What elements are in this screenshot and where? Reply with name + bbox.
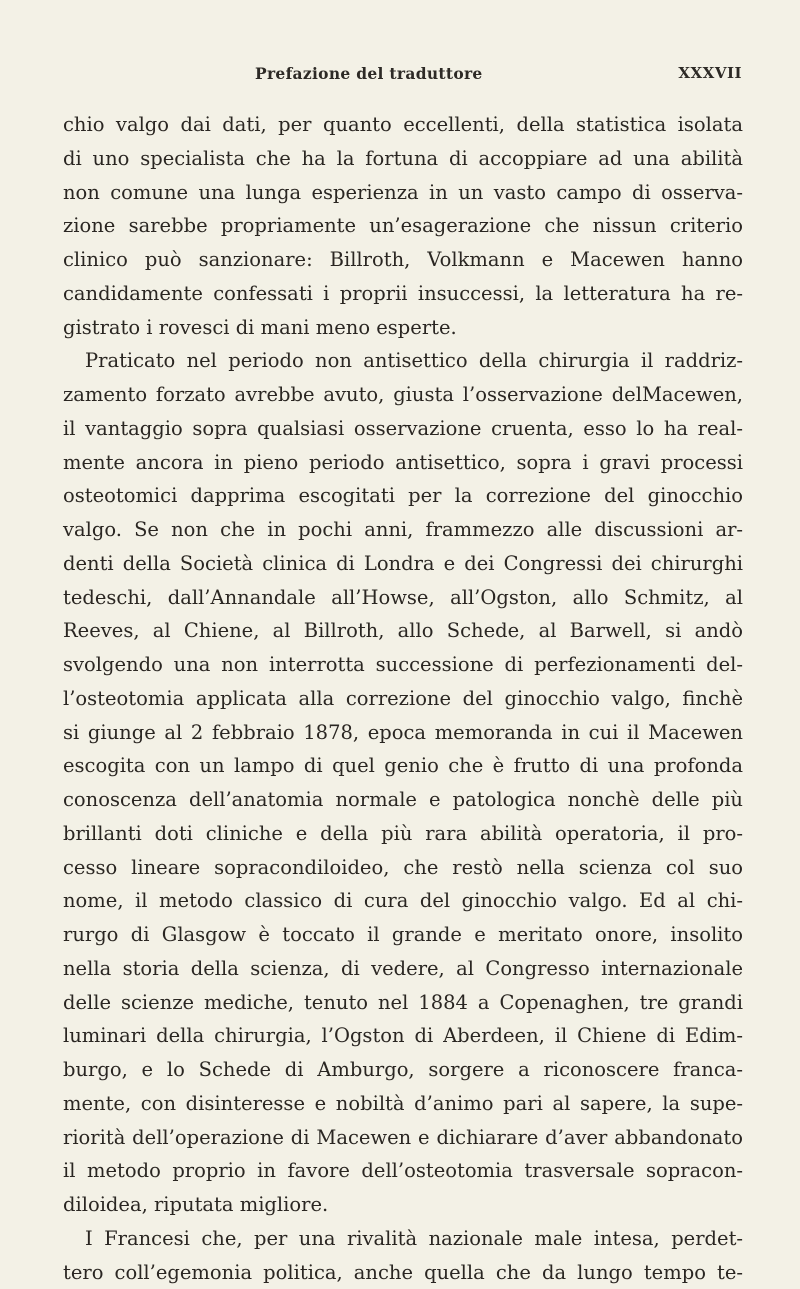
text-line: Reeves, al Chiene, al Billroth, allo Schede, al Barwell, si andò (63, 614, 743, 648)
text-line: brillanti doti cliniche e della più rara abilità operatoria, il pro- (63, 817, 743, 851)
text-line: svolgendo una non interrotta successione di perfezionamenti del- (63, 648, 743, 682)
text-line: denti della Società clinica di Londra e dei Congressi dei chirurghi (63, 547, 743, 581)
text-line: il metodo proprio in favore dell’osteotomia trasversale sopracon- (63, 1154, 743, 1188)
text-line: il vantaggio sopra qualsiasi osservazione cruenta, esso lo ha real- (63, 412, 743, 446)
text-line: tero coll’egemonia politica, anche quella che da lungo tempo te- (63, 1256, 743, 1289)
body-text (63, 108, 743, 1289)
text-line: cesso lineare sopracondiloideo, che restò nella scienza col suo (63, 851, 743, 885)
text-line: nella storia della scienza, di vedere, al Congresso internazionale (63, 952, 743, 986)
text-line: mente ancora in pieno periodo antisettico, sopra i gravi processi (63, 446, 743, 480)
text-line: riorità dell’operazione di Macewen e dichiarare d’aver abbandonato (63, 1121, 743, 1155)
text-line: zamento forzato avrebbe avuto, giusta l’osservazione delMacewen, (63, 378, 743, 412)
text-line: chio valgo dai dati, per quanto eccellenti, della statistica isolata (63, 108, 743, 142)
text-line: burgo, e lo Schede di Amburgo, sorgere a riconoscere franca- (63, 1053, 743, 1087)
text-line: clinico può sanzionare: Billroth, Volkmann e Macewen hanno (63, 243, 743, 277)
running-title: Prefazione del traduttore (255, 64, 483, 83)
text-line: diloidea, riputata migliore. (63, 1188, 743, 1222)
text-line: escogita con un lampo di quel genio che è frutto di una profonda (63, 749, 743, 783)
text-line: gistrato i rovesci di mani meno esperte. (63, 311, 743, 345)
text-line: l’osteotomia applicata alla correzione del ginocchio valgo, finchè (63, 682, 743, 716)
page-number: XXXVII (678, 64, 742, 82)
text-line: I Francesi che, per una rivalità nazionale male intesa, perdet- (63, 1222, 743, 1256)
text-line: tedeschi, dall’Annandale all’Howse, all’Ogston, allo Schmitz, al (63, 581, 743, 615)
text-line: di uno specialista che ha la fortuna di accoppiare ad una abilità (63, 142, 743, 176)
text-line: mente, con disinteresse e nobiltà d’animo pari al sapere, la supe- (63, 1087, 743, 1121)
text-line: luminari della chirurgia, l’Ogston di Aberdeen, il Chiene di Edim- (63, 1019, 743, 1053)
text-line: delle scienze mediche, tenuto nel 1884 a Copenaghen, tre grandi (63, 986, 743, 1020)
text-line: rurgo di Glasgow è toccato il grande e meritato onore, insolito (63, 918, 743, 952)
text-line: candidamente confessati i proprii insuccessi, la letteratura ha re- (63, 277, 743, 311)
text-line: osteotomici dapprima escogitati per la correzione del ginocchio (63, 479, 743, 513)
text-line: conoscenza dell’anatomia normale e patologica nonchè delle più (63, 783, 743, 817)
text-line: nome, il metodo classico di cura del ginocchio valgo. Ed al chi- (63, 884, 743, 918)
text-line: Praticato nel periodo non antisettico della chirurgia il raddriz- (63, 344, 743, 378)
text-line: non comune una lunga esperienza in un vasto campo di osserva- (63, 176, 743, 210)
text-line: si giunge al 2 febbraio 1878, epoca memoranda in cui il Macewen (63, 716, 743, 750)
text-line: valgo. Se non che in pochi anni, frammezzo alle discussioni ar- (63, 513, 743, 547)
text-line: zione sarebbe propriamente un’esagerazione che nissun criterio (63, 209, 743, 243)
